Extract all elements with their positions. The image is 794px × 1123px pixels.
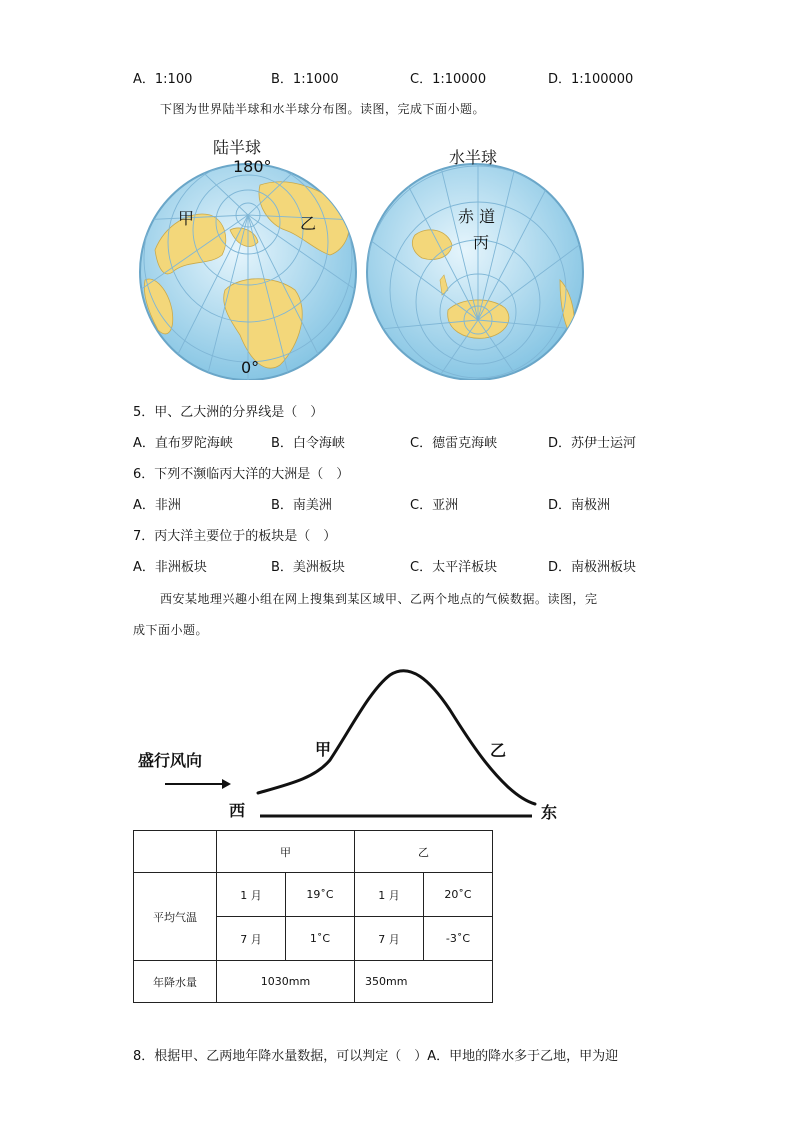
question-8-stem: 8．根据甲、乙两地年降水量数据，可以判定（ ）A．甲地的降水多于乙地，甲为迎 (133, 1049, 619, 1064)
q5-option-a[interactable]: A．直布罗陀海峡 (133, 436, 233, 451)
hemisphere-globes-figure (130, 130, 600, 380)
wind-direction-label: 盛行风向 (138, 751, 203, 770)
q7-option-b[interactable]: B．美洲板块 (271, 560, 345, 575)
q7-option-c[interactable]: C．太平洋板块 (410, 560, 498, 575)
water-hemisphere-title: 水半球 (449, 148, 498, 167)
q6-option-a[interactable]: A．非洲 (133, 498, 181, 513)
table-cell-yi-jul-temp: -3˚C (424, 917, 493, 961)
profile-yi-label: 乙 (490, 741, 507, 760)
q6-option-d[interactable]: D．南极洲 (548, 498, 611, 513)
wind-arrow-head (222, 779, 231, 789)
q5-option-d[interactable]: D．苏伊士运河 (548, 436, 637, 451)
q7-option-d[interactable]: D．南极洲板块 (548, 560, 637, 575)
q6-option-b[interactable]: B．南美洲 (271, 498, 332, 513)
q6-option-c[interactable]: C．亚洲 (410, 498, 459, 513)
table-label-precipitation: 年降水量 (134, 961, 217, 1003)
table-cell-yi-jan-temp: 20˚C (424, 873, 493, 917)
q4-option-d: D．1:100000 (548, 72, 634, 87)
q4-option-c: C．1:10000 (410, 72, 487, 87)
table-header-yi: 乙 (355, 831, 493, 873)
q5-option-b[interactable]: B．白令海峡 (271, 436, 345, 451)
intro-hemispheres: 下图为世界陆半球和水半球分布图。读图，完成下面小题。 (160, 102, 486, 116)
land-bottom-longitude-label: 0° (241, 358, 260, 377)
profile-jia-label: 甲 (315, 740, 332, 759)
intro-climate-line2: 成下面小题。 (133, 623, 209, 637)
climate-data-table (133, 830, 493, 1003)
table-label-temperature: 平均气温 (134, 873, 217, 961)
table-header-jia: 甲 (217, 831, 355, 873)
land-hemisphere-title: 陆半球 (213, 138, 262, 157)
intro-climate-line1: 西安某地理兴趣小组在网上搜集到某区域甲、乙两个地点的气候数据。读图，完 (160, 592, 598, 606)
table-cell-yi-jul-month: 7 月 (355, 917, 424, 961)
mountain-profile-diagram (130, 660, 590, 825)
land-label-jia: 甲 (178, 209, 195, 228)
table-cell-jia-jul-month: 7 月 (217, 917, 286, 961)
water-hemisphere-globe (366, 150, 590, 380)
table-cell-yi-precip: 350mm (355, 961, 493, 1003)
question-7-stem: 7．丙大洋主要位于的板块是（ ） (133, 529, 337, 544)
water-label-equator: 赤 道 (458, 207, 496, 226)
land-hemisphere-globe (140, 154, 356, 380)
question-6-stem: 6．下列不濒临丙大洋的大洲是（ ） (133, 467, 350, 482)
q5-option-c[interactable]: C．德雷克海峡 (410, 436, 498, 451)
profile-east-label: 东 (541, 803, 558, 822)
land-label-yi: 乙 (300, 214, 317, 233)
land-top-longitude-label: 180° (233, 157, 272, 176)
table-cell-jia-precip: 1030mm (217, 961, 355, 1003)
q4-option-a: A．1:100 (133, 72, 193, 87)
table-corner-cell (134, 831, 217, 873)
question-5-stem: 5．甲、乙大洲的分界线是（ ） (133, 405, 324, 420)
table-row-precipitation (134, 961, 493, 1003)
water-label-bing: 丙 (473, 233, 490, 252)
table-cell-jia-jul-temp: 1˚C (286, 917, 355, 961)
profile-west-label: 西 (229, 801, 246, 820)
table-row-jan (134, 873, 493, 917)
q7-option-a[interactable]: A．非洲板块 (133, 560, 207, 575)
q4-option-b: B．1:1000 (271, 72, 339, 87)
table-header-row (134, 831, 493, 873)
table-cell-yi-jan-month: 1 月 (355, 873, 424, 917)
table-cell-jia-jan-month: 1 月 (217, 873, 286, 917)
table-cell-jia-jan-temp: 19˚C (286, 873, 355, 917)
